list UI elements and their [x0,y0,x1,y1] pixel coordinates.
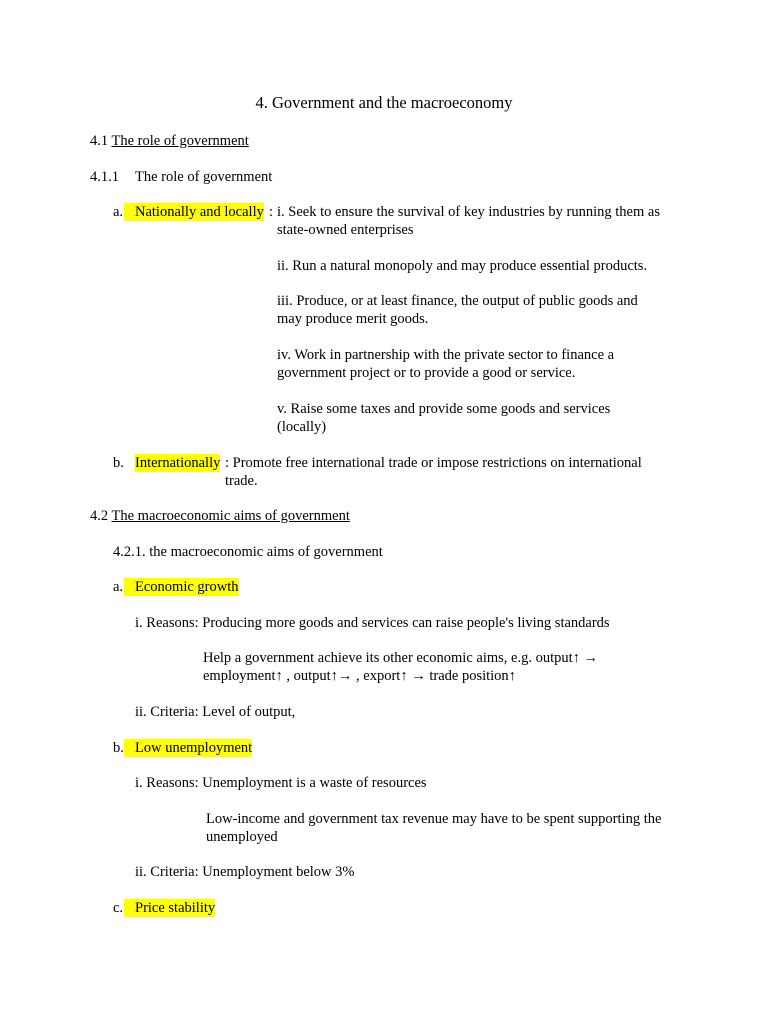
section-4-2-heading [90,507,350,525]
highlight-internationally: Internationally [135,455,221,471]
low-unemployment-criteria: ii. Criteria: Unemployment below 3% [135,864,355,880]
subsection-4-1-1-number: 4.1.1 [90,169,119,185]
section-title: The role of government [111,133,249,149]
section-4-1-heading [90,132,249,150]
highlight-nationally-locally: Nationally and locally [124,203,264,221]
subsection-4-1-1-title: The role of government [135,169,273,185]
economic-growth-reasons-more [203,649,633,685]
low-unemployment-reasons-more: Low-income and government tax revenue may have to be spent supporting the unemployed [206,811,662,845]
document-title: 4. Government and the macroeconomy [255,93,513,112]
section-number: 4.1 [90,133,109,149]
section-title: The macroeconomic aims of government [111,508,350,524]
economic-growth-reasons-more-text: Help a government achieve its other economic aims, e.g. output↑ → employment↑ , output↑→ , export↑ → trade position↑ [203,650,599,684]
economic-growth-reasons: i. Reasons: Producing more goods and services can raise people's living standards [135,615,610,631]
aim-marker-b: b. [113,740,124,756]
point-v: v. Raise some taxes and provide some goods and services (locally) [277,401,611,435]
aim-marker-c: c. [113,900,124,916]
internationally-text-content: : Promote free international trade or impose restrictions on international trade. [225,455,642,489]
point-iii: iii. Produce, or at least finance, the output of public goods and may produce merit goods. [277,293,638,327]
aim-marker-a: a. [113,579,124,595]
point-i: i. Seek to ensure the survival of key industries by running them as state-owned enterprises [277,204,660,238]
highlight-economic-growth: Economic growth [124,578,239,596]
economic-growth-criteria: ii. Criteria: Level of output, [135,704,296,720]
section-number: 4.2 [90,508,109,524]
low-unemployment-reasons: i. Reasons: Unemployment is a waste of resources [135,775,427,791]
highlight-low-unemployment: Low unemployment [124,739,252,757]
point-iv: iv. Work in partnership with the private sector to finance a government project or to provide a good or service. [277,347,615,381]
highlight-price-stability: Price stability [124,899,215,917]
list-marker-b: b. [113,455,124,471]
subsection-4-2-1-title: 4.2.1. the macroeconomic aims of government [113,544,383,560]
label-separator: : [269,204,274,220]
point-ii: ii. Run a natural monopoly and may produce essential products. [277,258,648,274]
internationally-text [225,454,670,490]
list-marker-a: a. [113,204,124,220]
